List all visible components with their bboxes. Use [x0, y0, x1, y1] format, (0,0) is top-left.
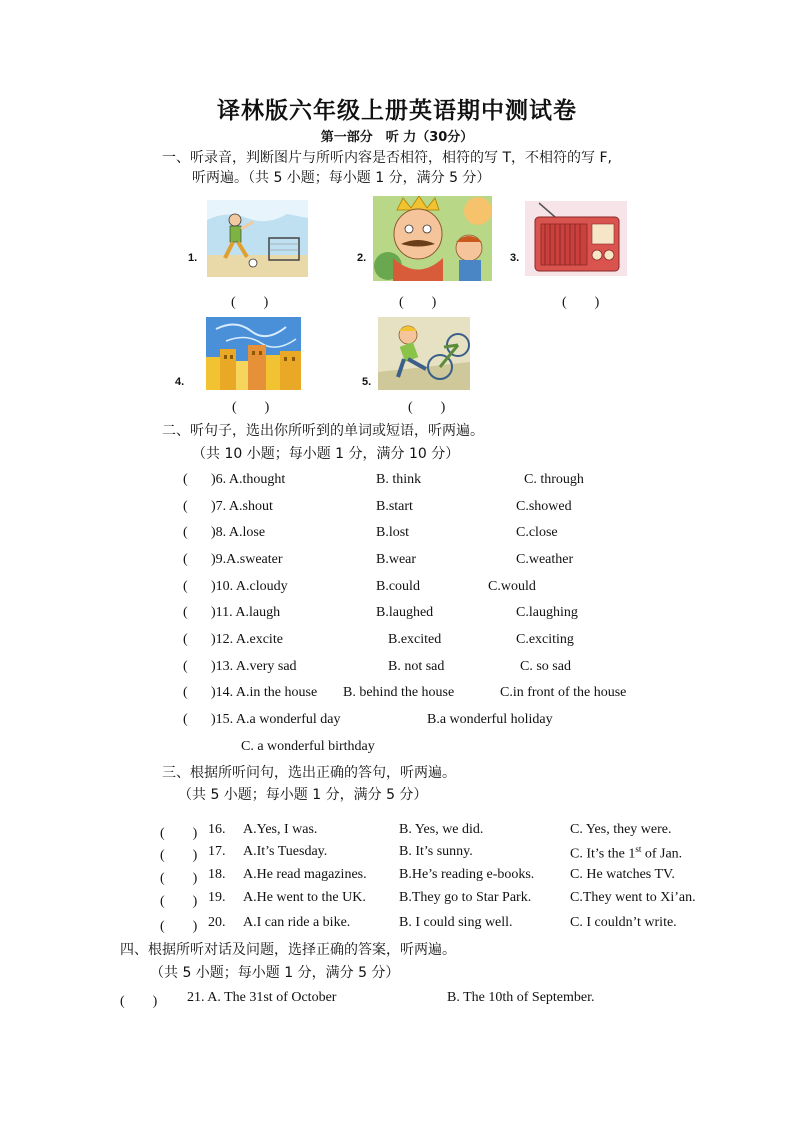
- answer-paren[interactable]: ( ): [160, 826, 198, 841]
- option-b: B.laughed: [376, 605, 434, 620]
- option-a: A.He read magazines.: [243, 867, 367, 882]
- option-b: B. The 10th of September.: [447, 990, 595, 1005]
- soccer-player-icon: [207, 200, 308, 277]
- option-c: C.exciting: [516, 632, 574, 647]
- question-number: 18.: [208, 867, 226, 882]
- option-b: B.They go to Star Park.: [399, 890, 532, 905]
- option-b: B.a wonderful holiday: [427, 712, 553, 727]
- section2-heading2: （共 10 小题；每小题 1 分，满分 10 分）: [192, 446, 460, 462]
- option-b: B.lost: [376, 525, 410, 540]
- king-and-boy-icon: [373, 196, 492, 281]
- option-c: C. a wonderful birthday: [241, 739, 375, 754]
- answer-paren[interactable]: ( ): [160, 894, 198, 909]
- windy-city-icon: [206, 317, 301, 390]
- option-c: C.weather: [516, 552, 574, 567]
- option-a: A.He went to the UK.: [243, 890, 366, 905]
- part-subtitle: 第一部分 听 力（30分）: [320, 130, 474, 145]
- section2-heading: 二、听句子，选出你所听到的单词或短语，听两遍。: [162, 423, 484, 439]
- option-b: B.excited: [388, 632, 442, 647]
- question-number: 19.: [208, 890, 226, 905]
- option-b: B. I could sing well.: [399, 915, 513, 930]
- option-c: [570, 844, 682, 863]
- answer-paren[interactable]: ( ): [160, 848, 198, 863]
- option-c: C.would: [488, 579, 536, 594]
- option-b: B.wear: [376, 552, 417, 567]
- option-c: C. He watches TV.: [570, 867, 675, 882]
- option-c: C.laughing: [516, 605, 578, 620]
- item-number: 5.: [362, 376, 372, 388]
- answer-paren[interactable]: (: [183, 659, 188, 674]
- question-option-a: 21. A. The 31st of October: [187, 990, 337, 1005]
- answer-paren[interactable]: (: [183, 525, 188, 540]
- answer-paren[interactable]: (: [183, 605, 188, 620]
- answer-paren[interactable]: ( ): [399, 295, 437, 310]
- answer-paren[interactable]: ( ): [160, 871, 198, 886]
- question-option-a: )6. A.thought: [211, 472, 286, 487]
- answer-paren[interactable]: ( ): [232, 400, 270, 415]
- section1-heading: 一、听录音，判断图片与所听内容是否相符，相符的写 T，不相符的写 F,: [162, 150, 612, 166]
- radio-icon: [525, 201, 627, 276]
- option-a: A.It’s Tuesday.: [243, 844, 328, 859]
- item-number: 1.: [188, 252, 198, 264]
- option-a: A.I can ride a bike.: [243, 915, 351, 930]
- answer-paren[interactable]: (: [183, 472, 188, 487]
- section4-heading: 四、根据所听对话及问题，选择正确的答案，听两遍。: [120, 942, 456, 958]
- option-c: C.close: [516, 525, 558, 540]
- option-b: B. not sad: [388, 659, 445, 674]
- answer-paren[interactable]: (: [183, 685, 188, 700]
- option-b: B.start: [376, 499, 413, 514]
- option-b: B. behind the house: [343, 685, 455, 700]
- answer-paren[interactable]: (: [183, 552, 188, 567]
- item-number: 3.: [510, 252, 520, 264]
- answer-paren[interactable]: ( ): [408, 400, 446, 415]
- item-number: 2.: [357, 252, 367, 264]
- section3-heading2: （共 5 小题；每小题 1 分，满分 5 分）: [178, 787, 428, 803]
- option-c: C. Yes, they were.: [570, 822, 672, 837]
- question-option-a: )13. A.very sad: [211, 659, 297, 674]
- section4-heading2: （共 5 小题；每小题 1 分，满分 5 分）: [150, 965, 400, 981]
- question-option-a: )12. A.excite: [211, 632, 283, 647]
- question-option-a: )14. A.in the house: [211, 685, 318, 700]
- answer-paren[interactable]: (: [183, 579, 188, 594]
- answer-paren[interactable]: ( ): [120, 994, 158, 1009]
- option-c: C. so sad: [520, 659, 571, 674]
- question-option-a: )15. A.a wonderful day: [211, 712, 341, 727]
- question-number: 16.: [208, 822, 226, 837]
- option-b: B. It’s sunny.: [399, 844, 473, 859]
- option-c: C.showed: [516, 499, 572, 514]
- ordinal-suffix: st: [635, 844, 642, 854]
- option-c-end: of Jan.: [641, 846, 683, 862]
- section3-heading: 三、根据所听问句，选出正确的答句，听两遍。: [162, 765, 456, 781]
- question-number: 17.: [208, 844, 226, 859]
- option-a: A.Yes, I was.: [243, 822, 318, 837]
- option-b: B. think: [376, 472, 422, 487]
- answer-paren[interactable]: (: [183, 499, 188, 514]
- question-number: 20.: [208, 915, 226, 930]
- answer-paren[interactable]: ( ): [231, 295, 269, 310]
- option-c-text: C. It’s the 1: [570, 846, 636, 862]
- option-b: B.He’s reading e-books.: [399, 867, 535, 882]
- option-b: B.could: [376, 579, 420, 594]
- option-c: C.in front of the house: [500, 685, 627, 700]
- option-b: B. Yes, we did.: [399, 822, 484, 837]
- answer-paren[interactable]: ( ): [562, 295, 600, 310]
- item-number: 4.: [175, 376, 185, 388]
- section1-heading2: 听两遍。（共 5 小题；每小题 1 分，满分 5 分）: [192, 170, 491, 186]
- boy-falling-bike-icon: [378, 317, 470, 390]
- question-option-a: )9.A.sweater: [211, 552, 283, 567]
- answer-paren[interactable]: ( ): [160, 919, 198, 934]
- question-option-a: )10. A.cloudy: [211, 579, 288, 594]
- option-c: C. I couldn’t write.: [570, 915, 677, 930]
- option-c: C. through: [524, 472, 584, 487]
- page-title: 译林版六年级上册英语期中测试卷: [217, 98, 577, 124]
- option-c: C.They went to Xi’an.: [570, 890, 696, 905]
- question-option-a: )8. A.lose: [211, 525, 266, 540]
- answer-paren[interactable]: (: [183, 632, 188, 647]
- question-option-a: )7. A.shout: [211, 499, 273, 514]
- question-option-a: )11. A.laugh: [211, 605, 281, 620]
- answer-paren[interactable]: (: [183, 712, 188, 727]
